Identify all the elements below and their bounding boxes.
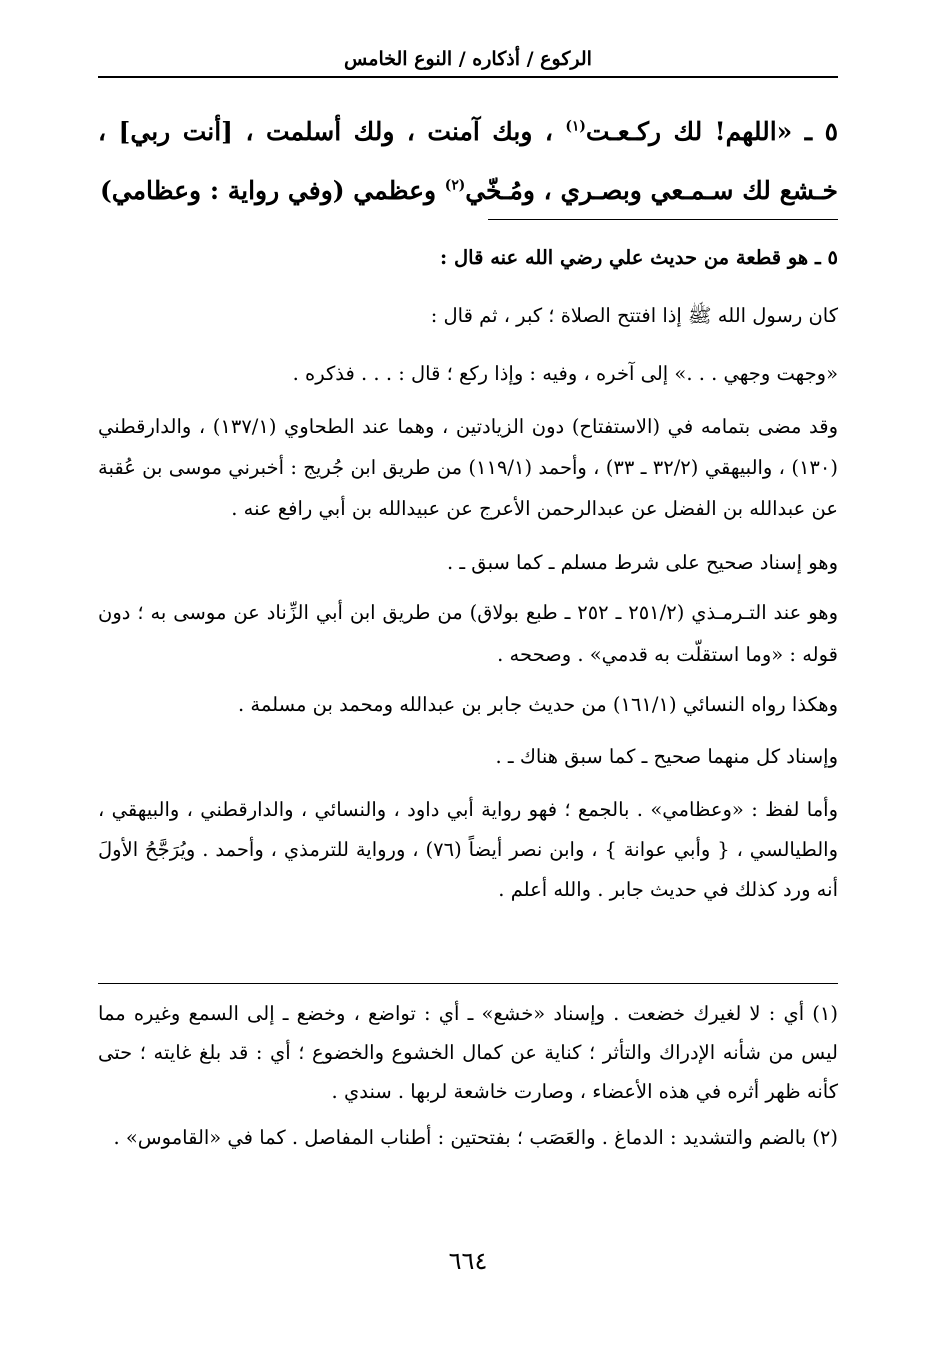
note-paragraph: كان رسول الله ﷺ إذا افتتح الصلاة ؛ كبر ، ثم قال :: [430, 304, 838, 327]
page-number: ٦٦٤: [448, 1247, 488, 1275]
commentary-section: [98, 232, 838, 910]
footnote-2: (٢) بالضم والتشديد : الدماغ . والعَصَب ؛ بفتحتين : أطناب المفاصل . كما في «القاموس» .: [113, 1126, 838, 1149]
footnotes-section: [98, 994, 838, 1164]
page-header: الركوع / أذكاره / النوع الخامس: [344, 48, 592, 70]
main-dhikr-text: [98, 102, 838, 220]
main-text-part-1: ٥ ـ «اللهم! لك ركـعـت: [585, 117, 838, 146]
book-page: [98, 0, 838, 1349]
note-paragraph: وهكذا رواه النسائي (١٦١/١) من حديث جابر بن عبدالله ومحمد بن مسلمة .: [237, 693, 838, 716]
note-paragraph: وأما لفظ : «وعظامي» . بالجمع ؛ فهو رواية أبي داود ، والنسائي ، والدارقطني ، والبيهقي ، والطيالسي ، { وأبي عوانة } ، وابن نصر أيضاً (٧٦) ، ورواية للترمذي ، وأحمد . ويُرَجَّحُ الأولَ أنه ورد كذلك في حديث جابر . والله أعلم .: [98, 798, 838, 901]
main-text-part-3: وعظمي (وفي رواية : وعظامي): [99, 176, 445, 205]
note-paragraph: وقد مضى بتمامه في (الاستفتاح) دون الزيادتين ، وهما عند الطحاوي (١٣٧/١) ، والدارقطني (١٣٠) ، والبيهقي (٣٢/٢ ـ ٣٣) ، وأحمد (١١٩/١) من طريق ابن جُريج : أخبرني موسى بن عُقبة عن عبدالله بن الفضل عن عبدالرحمن الأعرج عن عبيدالله بن أبي رافع عنه .: [98, 415, 838, 520]
footnote-marker-1[interactable]: (١): [565, 118, 586, 135]
footnote-divider: [98, 983, 838, 984]
note-paragraph: ٥ ـ هو قطعة من حديث علي رضي الله عنه قال :: [439, 246, 838, 269]
main-text-part-2: ، وبك آمنت ، ولك أسلمت ، [أنت ربي] ، خـشع لك سـمـعي وبصـري ، ومُـخّي: [98, 117, 838, 205]
note-paragraph: وهو عند التـرمـذي (٢٥١/٢ ـ ٢٥٢ ـ طبع بولاق) من طريق ابن أبي الزِّناد عن موسى به ؛ دون قوله : «وما استقلّت به قدمي» . وصححه .: [98, 601, 838, 666]
footnote-marker-2[interactable]: (٢): [444, 177, 466, 194]
note-paragraph: وهو إسناد صحيح على شرط مسلم ـ كما سبق ـ .: [447, 551, 838, 574]
note-paragraph: وإسناد كل منهما صحيح ـ كما سبق هناك ـ .: [495, 745, 838, 768]
note-paragraph: «وجهت وجهي . . .» إلى آخره ، وفيه : وإذا ركع ؛ قال : . . . فذكره .: [292, 362, 838, 385]
header-divider: [98, 76, 838, 78]
footnote-1: (١) أي : لا لغيرك خضعت . وإسناد «خشع» ـ أي : تواضع ، وخضع ـ إلى السمع وغيره مما ليس من شأنه الإدراك والتأثر ؛ كناية عن كمال الخشوع والخضوع ؛ أي : قد بلغ غايته ؛ حتى كأنه ظهر أثره في هذه الأعضاء ، وصارت خاشعة لربها . سندي .: [98, 1002, 838, 1103]
main-text-divider: [488, 219, 838, 220]
